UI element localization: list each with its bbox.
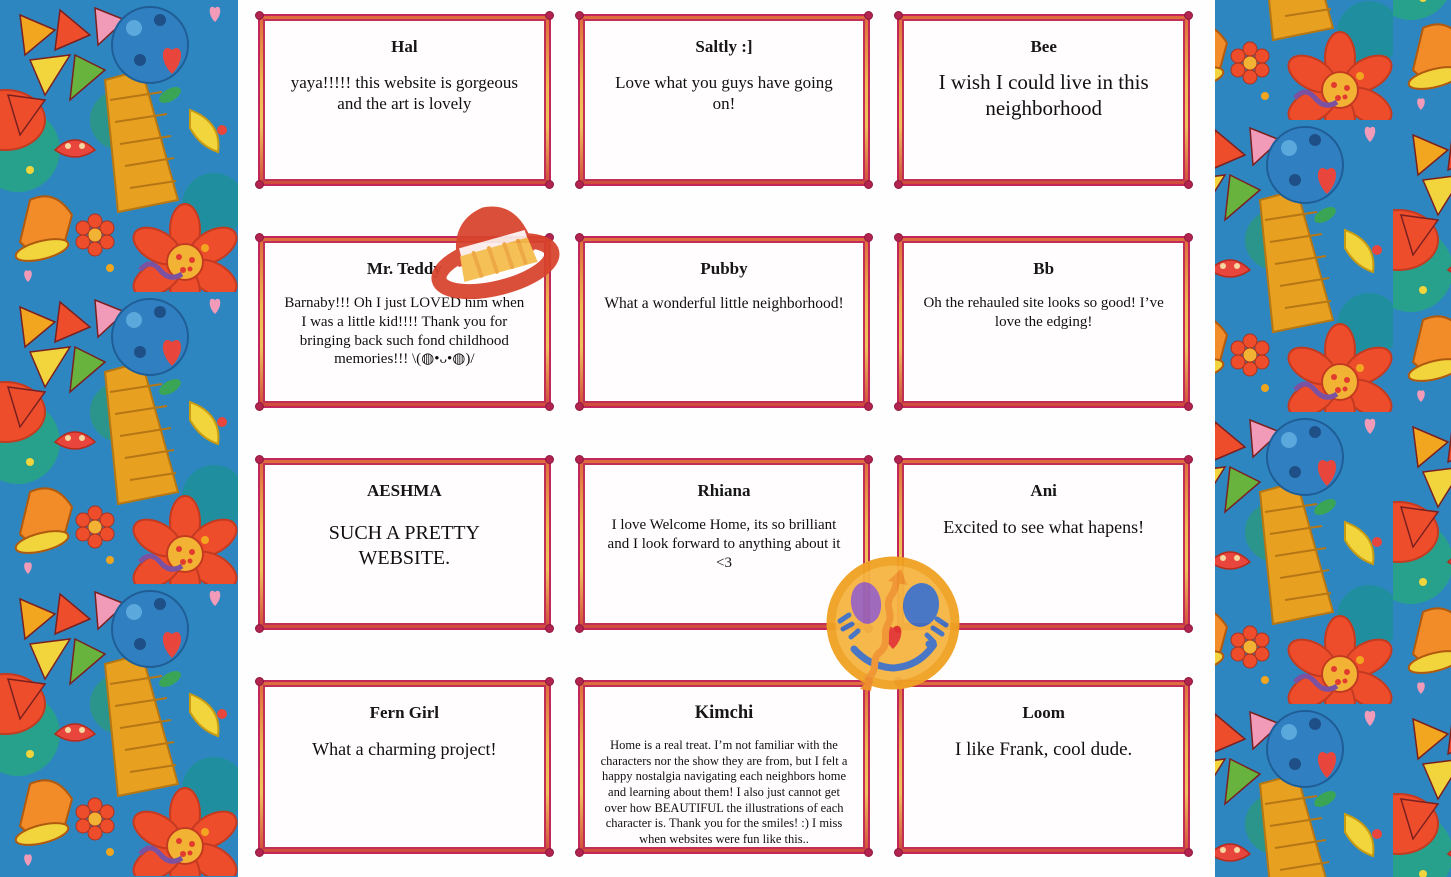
guest-name: Bb: [1033, 259, 1055, 278]
guest-name: Fern Girl: [369, 703, 440, 722]
guest-message: I love Welcome Home, its so brilliant and I look forward to anything about it <3: [607, 517, 841, 571]
guestbook-card-ani: [897, 458, 1190, 630]
guest-name: Rhiana: [697, 481, 751, 500]
card-body: [583, 19, 866, 181]
guest-name: Saltly :]: [695, 37, 753, 56]
corner-dot: [864, 233, 873, 242]
corner-dot: [255, 180, 264, 189]
card-body: [583, 241, 866, 403]
corner-dot: [545, 11, 554, 20]
corner-dot: [575, 455, 584, 464]
guestbook-card-pubby: [578, 236, 871, 408]
corner-dot: [545, 180, 554, 189]
guestbook-card-mr-teddy: [258, 236, 551, 408]
corner-dot: [545, 402, 554, 411]
corner-dot: [1184, 233, 1193, 242]
guest-name: Kimchi: [694, 703, 754, 723]
corner-dot: [575, 624, 584, 633]
guest-name: Bee: [1030, 37, 1057, 56]
corner-dot: [864, 455, 873, 464]
card-body: [902, 463, 1185, 625]
guest-name: Hal: [391, 37, 418, 56]
guestbook-card-fern-girl: [258, 680, 551, 854]
guest-name: Pubby: [700, 259, 748, 278]
corner-dot: [575, 233, 584, 242]
guest-message: Love what you guys have going on!: [615, 73, 833, 114]
guestbook-card-loom: [897, 680, 1190, 854]
corner-dot: [1184, 402, 1193, 411]
card-body: [583, 685, 866, 849]
corner-dot: [545, 624, 554, 633]
guest-name: Loom: [1022, 703, 1065, 722]
corner-dot: [894, 402, 903, 411]
corner-dot: [255, 677, 264, 686]
card-body: [583, 463, 866, 625]
corner-dot: [575, 402, 584, 411]
guest-name: Mr. Teddy: [366, 259, 442, 278]
corner-dot: [864, 11, 873, 20]
card-body: [263, 241, 546, 403]
corner-dot: [1184, 624, 1193, 633]
guestbook-grid: [238, 0, 1215, 859]
corner-dot: [545, 233, 554, 242]
guest-message: What a wonderful little neighborhood!: [604, 295, 844, 312]
guest-message: I like Frank, cool dude.: [955, 739, 1133, 760]
corner-dot: [864, 677, 873, 686]
corner-dot: [894, 624, 903, 633]
guest-message: Barnaby!!! Oh I just LOVED him when I was a little kid!!!! Thank you for bringing back such fond childhood memories!!! \(◍•ᴗ•◍)/: [284, 295, 525, 368]
guest-name: AESHMA: [367, 481, 442, 500]
guestbook-card-bee: [897, 14, 1190, 186]
corner-dot: [255, 848, 264, 857]
guest-message: I wish I could live in this neighborhood: [938, 70, 1149, 121]
corner-dot: [1184, 677, 1193, 686]
corner-dot: [864, 624, 873, 633]
guest-message: SUCH A PRETTY WEBSITE.: [328, 522, 480, 569]
psychedelic-pattern-left: [0, 0, 238, 877]
corner-dot: [255, 11, 264, 20]
guest-message: Home is a real treat. I’m not familiar with the characters nor the show they are from, but I felt a happy nostalgia navigating each neighbors home and learning about them! I also just cannot get over how BEAUTIFUL the illustrations of each character is. Thank you for the smiles! :) I miss when websites were fun like this..: [600, 738, 848, 846]
guest-message: Excited to see what hapens!: [943, 517, 1145, 537]
guestbook-card-aeshma: [258, 458, 551, 630]
corner-dot: [894, 180, 903, 189]
corner-dot: [255, 402, 264, 411]
guestbook-card-rhiana: [578, 458, 871, 630]
corner-dot: [545, 677, 554, 686]
corner-dot: [575, 677, 584, 686]
guest-name: Ani: [1030, 481, 1057, 500]
corner-dot: [575, 848, 584, 857]
guest-message: Oh the rehauled site looks so good! I’ve love the edging!: [923, 295, 1164, 330]
corner-dot: [864, 402, 873, 411]
corner-dot: [864, 180, 873, 189]
card-body: [902, 19, 1185, 181]
card-body: [263, 463, 546, 625]
corner-dot: [1184, 455, 1193, 464]
card-body: [263, 685, 546, 849]
corner-dot: [255, 624, 264, 633]
psychedelic-pattern-right: [1215, 0, 1451, 877]
corner-dot: [545, 455, 554, 464]
guest-message: What a charming project!: [312, 739, 497, 759]
corner-dot: [575, 11, 584, 20]
card-body: [263, 19, 546, 181]
card-body: [902, 241, 1185, 403]
guestbook-card-kimchi: [578, 680, 871, 854]
corner-dot: [1184, 180, 1193, 189]
corner-dot: [255, 233, 264, 242]
card-body: [902, 685, 1185, 849]
guestbook-card-saltly: [578, 14, 871, 186]
corner-dot: [255, 455, 264, 464]
corner-dot: [864, 848, 873, 857]
corner-dot: [545, 848, 554, 857]
corner-dot: [1184, 11, 1193, 20]
guestbook-card-bb: [897, 236, 1190, 408]
corner-dot: [575, 180, 584, 189]
guestbook-content: [238, 0, 1215, 877]
guest-message: yaya!!!!! this website is gorgeous and the art is lovely: [290, 73, 518, 114]
guestbook-card-hal: [258, 14, 551, 186]
corner-dot: [1184, 848, 1193, 857]
corner-dot: [894, 848, 903, 857]
